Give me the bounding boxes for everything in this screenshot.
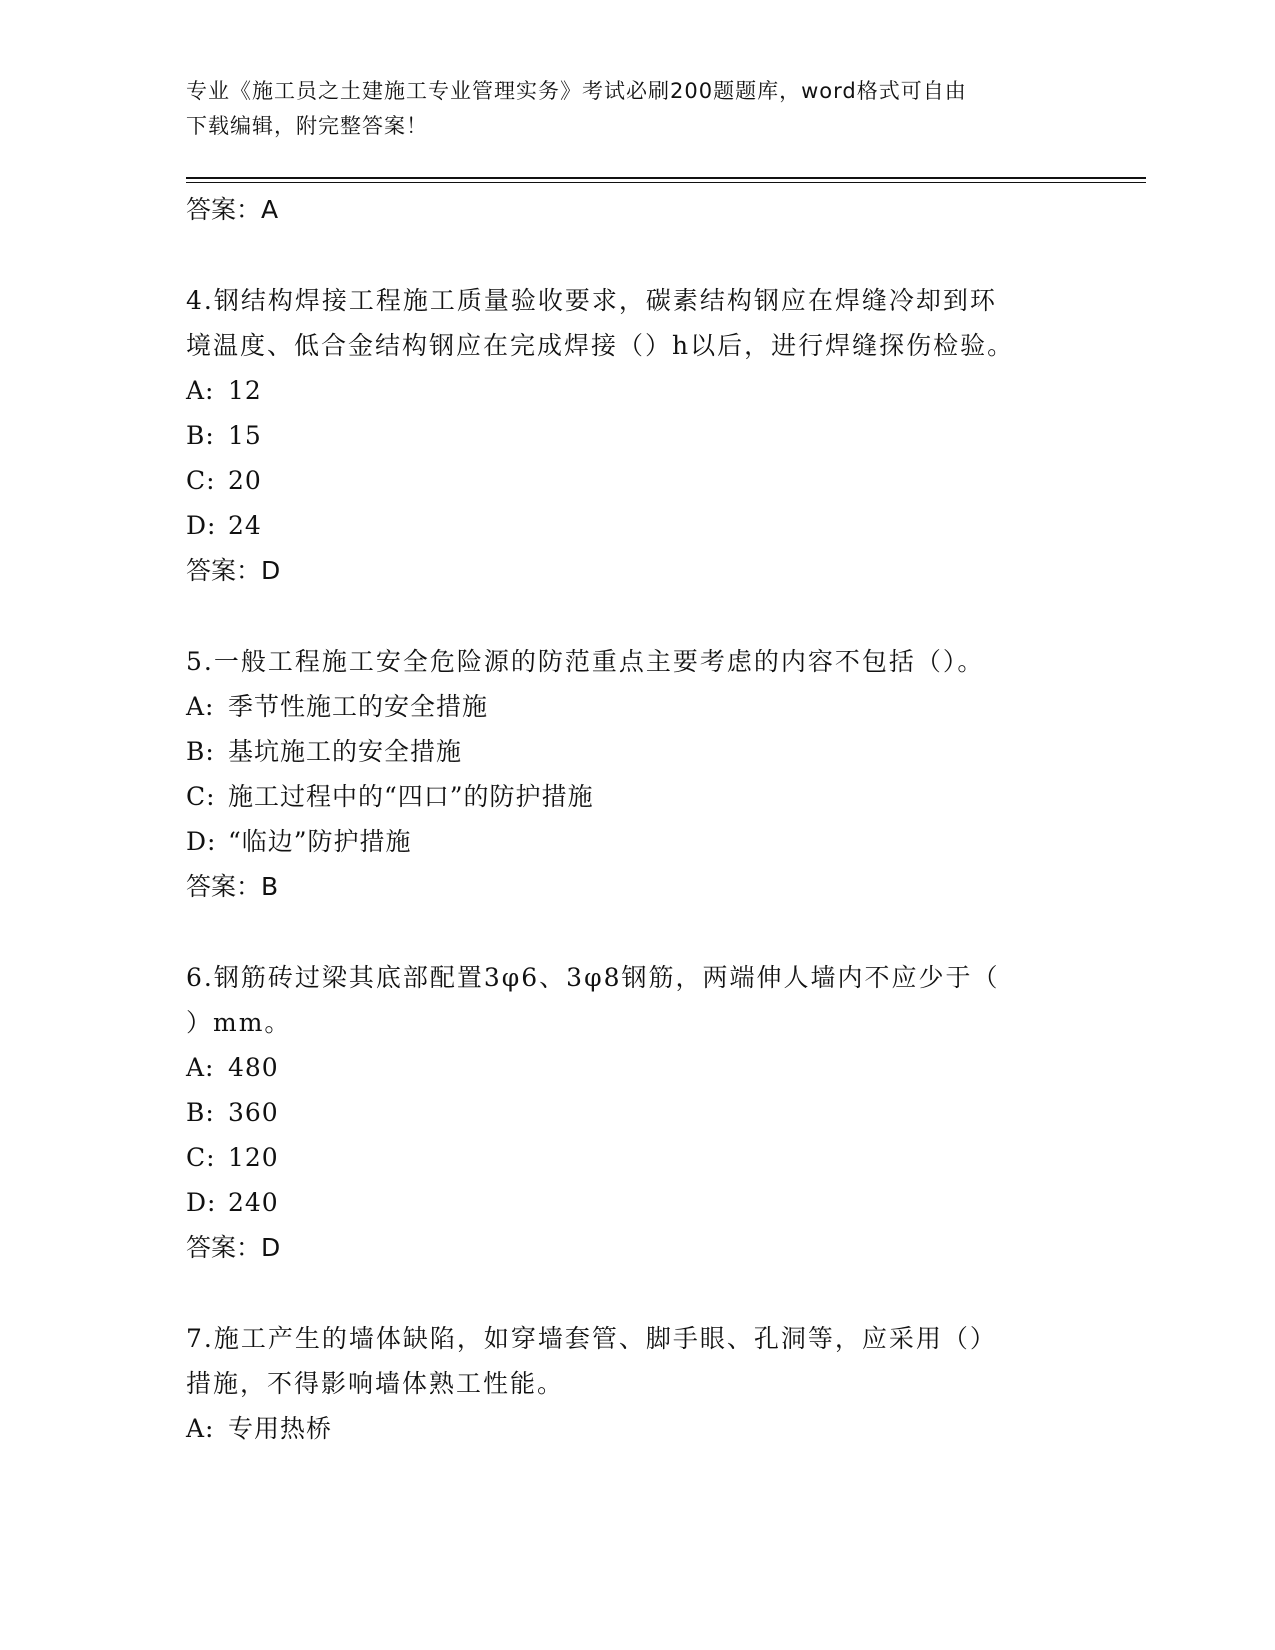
option-b <box>186 1090 1086 1135</box>
question-line: 措施，不得影响墙体熟工性能。 <box>186 1369 565 1398</box>
option-a <box>186 368 1086 413</box>
option-label: B: <box>186 737 215 766</box>
option-c <box>186 458 1086 503</box>
answer-line: 答案：D <box>186 556 281 585</box>
option-label: A: <box>186 1053 215 1082</box>
question-line: 境温度、低合金结构钢应在完成焊接（）h以后，进行焊缝探伤检验。 <box>186 331 1015 360</box>
option-text: 480 <box>228 1053 279 1082</box>
question-item <box>186 955 1086 1271</box>
header-line-1: 专业《施工员之土建施工专业管理实务》考试必刷200题题库，word格式可自由 <box>186 79 967 103</box>
header-line-2: 下载编辑，附完整答案！ <box>186 114 428 138</box>
option-c <box>186 774 1086 819</box>
option-text: 施工过程中的“四口”的防护措施 <box>228 782 594 811</box>
option-label: A: <box>186 376 215 405</box>
option-a <box>186 1045 1086 1090</box>
option-text: 15 <box>228 421 262 450</box>
question-item <box>186 278 1086 594</box>
option-text: 240 <box>228 1188 279 1217</box>
header-divider-thin <box>186 182 1146 183</box>
answer-line: 答案：B <box>186 872 279 901</box>
document-header <box>186 74 1066 144</box>
option-label: D: <box>186 511 217 540</box>
option-text: 专用热桥 <box>228 1414 333 1443</box>
option-label: C: <box>186 782 216 811</box>
option-text: 12 <box>228 376 262 405</box>
option-d <box>186 1180 1086 1225</box>
option-label: D: <box>186 827 217 856</box>
question-line: 7.施工产生的墙体缺陷，如穿墙套管、脚手眼、孔洞等，应采用（） <box>186 1324 997 1353</box>
option-text: 季节性施工的安全措施 <box>228 692 489 721</box>
question-list <box>186 187 1086 1451</box>
option-label: B: <box>186 1098 215 1127</box>
option-label: C: <box>186 466 216 495</box>
question-line: 4.钢结构焊接工程施工质量验收要求，碳素结构钢应在焊缝冷却到环 <box>186 286 997 315</box>
option-b <box>186 729 1086 774</box>
option-label: C: <box>186 1143 216 1172</box>
question-line: 5.一般工程施工安全危险源的防范重点主要考虑的内容不包括（）。 <box>186 647 985 676</box>
option-text: “临边”防护措施 <box>228 827 412 856</box>
answer-line: 答案：A <box>186 195 279 224</box>
answer-line: 答案：D <box>186 1233 281 1262</box>
question-text <box>186 278 1086 368</box>
option-b <box>186 413 1086 458</box>
option-label: B: <box>186 421 215 450</box>
question-line: ）mm。 <box>186 1008 292 1037</box>
option-a <box>186 684 1086 729</box>
question-line: 6.钢筋砖过梁其底部配置3φ6、3φ8钢筋，两端伸人墙内不应少于（ <box>186 963 1000 992</box>
option-d <box>186 819 1086 864</box>
option-d <box>186 503 1086 548</box>
header-divider-thick <box>186 177 1146 179</box>
option-text: 120 <box>228 1143 279 1172</box>
option-text: 基坑施工的安全措施 <box>228 737 463 766</box>
question-text <box>186 639 1086 684</box>
question-item <box>186 1316 1086 1451</box>
option-label: D: <box>186 1188 217 1217</box>
option-label: A: <box>186 1414 215 1443</box>
question-text <box>186 1316 1086 1406</box>
question-item <box>186 639 1086 910</box>
option-text: 360 <box>228 1098 279 1127</box>
option-label: A: <box>186 692 215 721</box>
option-c <box>186 1135 1086 1180</box>
option-text: 20 <box>228 466 262 495</box>
question-text <box>186 955 1086 1045</box>
option-a <box>186 1406 1086 1451</box>
option-text: 24 <box>228 511 262 540</box>
